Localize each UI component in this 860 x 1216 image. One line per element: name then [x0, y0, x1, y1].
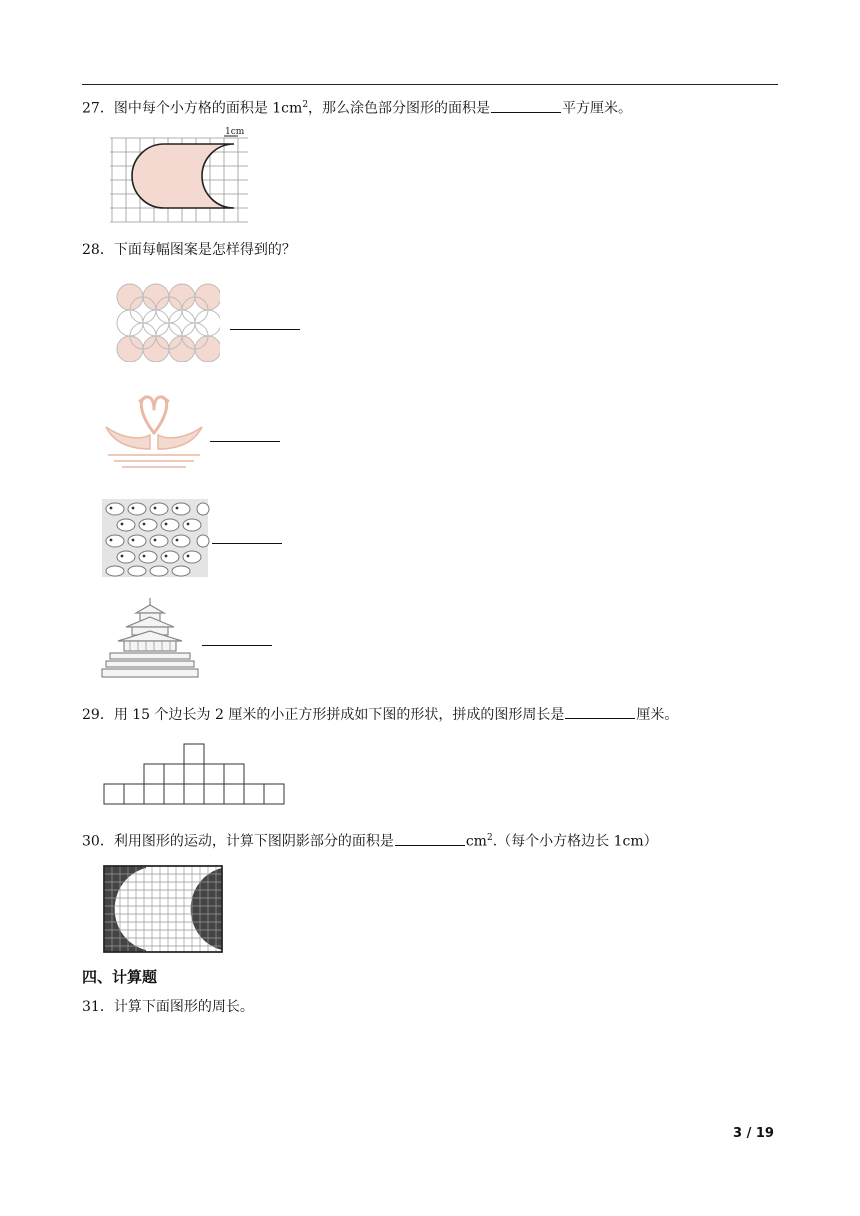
question-31 [82, 997, 254, 1017]
question-number: 31． [82, 999, 114, 1015]
page-number: 3 / 19 [733, 1126, 774, 1141]
answer-blank[interactable] [491, 98, 561, 113]
question-text-cont: ，那么涂色部分图形的面积是 [308, 100, 491, 117]
unit-label: 1cm [225, 127, 245, 137]
answer-blank[interactable] [565, 704, 635, 719]
question-number: 27． [82, 100, 114, 117]
answer-line-1[interactable] [230, 329, 300, 330]
answer-blank[interactable] [395, 831, 465, 846]
question-text: 计算下面图形的周长。 [113, 999, 254, 1015]
question-30 [82, 828, 658, 852]
question-number: 30． [82, 833, 114, 850]
circles-pattern-figure [115, 282, 220, 362]
answer-line-2[interactable] [210, 441, 280, 442]
question-text: 图中每个小方格的面积是 1cm [113, 100, 303, 117]
question-text: 利用图形的运动，计算下图阴影部分的面积是 [113, 833, 394, 850]
swans-figure [100, 393, 208, 471]
grid-shape-figure [106, 124, 256, 226]
question-text: 用 15 个边长为 2 厘米的小正方形拼成如下图的形状，拼成的图形周长是 [113, 707, 565, 723]
answer-line-3[interactable] [212, 543, 282, 544]
question-number: 28． [82, 242, 114, 258]
unit: cm [465, 833, 487, 850]
question-27 [82, 95, 632, 119]
shaded-grid-figure [102, 864, 224, 954]
squares-figure [100, 738, 296, 808]
question-number: 29． [82, 707, 114, 723]
temple-figure [100, 597, 200, 679]
question-tail: .（每个小方格边长 1cm） [492, 833, 658, 850]
answer-line-4[interactable] [202, 645, 272, 646]
question-28 [82, 240, 296, 260]
section-heading: 四、计算题 [82, 968, 158, 986]
question-tail: 厘米。 [636, 707, 679, 723]
question-tail: 平方厘米。 [562, 100, 633, 117]
header-rule [82, 84, 778, 85]
question-29 [82, 704, 678, 725]
superscript: 2 [302, 100, 309, 110]
superscript: 2 [486, 833, 493, 843]
question-text: 下面每幅图案是怎样得到的？ [113, 242, 296, 258]
fish-pattern-figure [100, 497, 210, 579]
